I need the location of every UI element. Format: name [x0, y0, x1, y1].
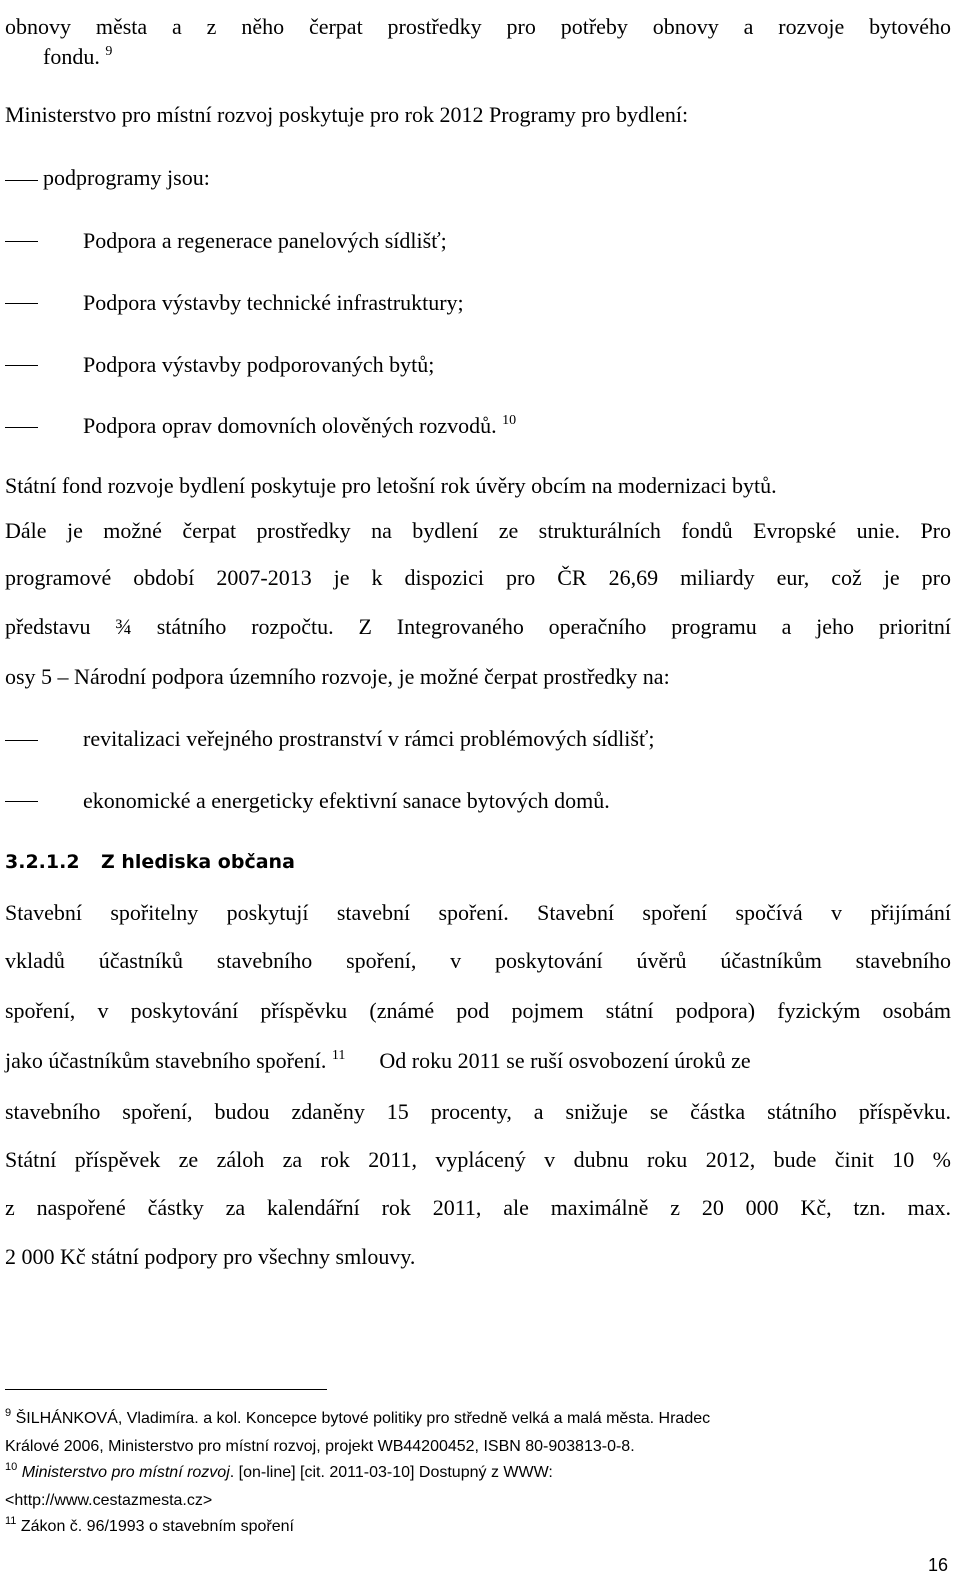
footnote-separator — [5, 1389, 327, 1390]
footnote-ref-9[interactable]: 9 — [105, 44, 113, 59]
dash-bullet-icon — [5, 241, 38, 242]
dash-bullet-icon — [5, 427, 38, 428]
section-number: 3.2.1.2 — [5, 851, 80, 873]
fund-line-5: osy 5 – Národní podpora územního rozvoje, je možné čerpat prostředky na: — [5, 664, 670, 689]
ministry-intro: Ministerstvo pro místní rozvoj poskytuje pro rok 2012 Programy pro bydlení: — [5, 102, 689, 127]
page-number: 16 — [927, 1555, 948, 1575]
footnote-ref-11[interactable]: 11 — [331, 1048, 346, 1063]
intro-line-2: fondu. $^9$ — [43, 44, 113, 69]
fund-line-4: představu ¾ státního rozpočtu. Z Integrovaného operačního programu a jeho prioritní — [5, 614, 951, 639]
footnote-10: $^{10}$ Ministerstvo pro místní rozvoj. [on-line] [cit. 2011-03-10] Dostupný z WWW: — [5, 1461, 553, 1481]
dash-bullet-icon — [5, 365, 38, 366]
ministry-item-2: Podpora výstavby technické infrastruktury; — [83, 290, 464, 315]
fund-line-2: Dále je možné čerpat prostředky na bydlení ze strukturálních fondů Evropské unie. Pro — [5, 518, 951, 543]
dash-bullet-icon — [5, 180, 38, 181]
section-line-3: spoření, v poskytování příspěvku (známé pod pojmem státní podpora) fyzickým osobám — [5, 998, 951, 1023]
ministry-item-1: Podpora a regenerace panelových sídlišť; — [83, 228, 447, 253]
fund-item-1: revitalizaci veřejného prostranství v rámci problémových sídlišť; — [83, 726, 655, 751]
dash-bullet-icon — [5, 303, 38, 304]
footnote-9: $^9$ ŠILHÁNKOVÁ, Vladimíra. a kol. Koncepce bytové politiky pro středně velká a malá města. Hradec — [5, 1407, 711, 1427]
section-line-8: 2 000 Kč státní podpory pro všechny smlouvy. — [5, 1244, 416, 1269]
fund-line-1: Státní fond rozvoje bydlení poskytuje pro letošní rok úvěry obcím na modernizaci bytů. — [5, 473, 777, 498]
section-line-1: Stavební spořitelny poskytují stavební spoření. Stavební spoření spočívá v přijímání — [5, 900, 951, 925]
fund-line-3: programové období 2007-2013 je k dispozici pro ČR 26,69 miliardy eur, což je pro — [5, 565, 951, 590]
ministry-sublead: podprogramy jsou: — [43, 165, 210, 190]
ministry-item-4: Podpora oprav domovních olověných rozvodů. $^{10}$ — [83, 413, 517, 438]
intro-line-1: obnovy města a z něho čerpat prostředky pro potřeby obnovy a rozvoje bytového — [5, 14, 951, 39]
footnote-11: $^{11}$ Zákon č. 96/1993 o stavebním spoření — [5, 1515, 294, 1535]
section-heading — [5, 847, 295, 877]
section-line-6: Státní příspěvek ze záloh za rok 2011, vyplácený v dubnu roku 2012, bude činit 10 % — [5, 1147, 951, 1172]
footnote-ref-10[interactable]: 10 — [502, 413, 517, 428]
section-line-4: jako účastníkům stavebního spoření. $^{11}$ Od roku 2011 se ruší osvobození úroků ze — [5, 1048, 751, 1073]
fund-item-2: ekonomické a energeticky efektivní sanace bytových domů. — [83, 788, 610, 813]
ministry-item-3: Podpora výstavby podporovaných bytů; — [83, 352, 435, 377]
dash-bullet-icon — [5, 801, 38, 802]
section-line-2: vkladů účastníků stavebního spoření, v poskytování úvěrů účastníkům stavebního — [5, 948, 951, 973]
dash-bullet-icon — [5, 740, 38, 741]
section-line-5: stavebního spoření, budou zdaněny 15 procenty, a snižuje se částka státního příspěvku. — [5, 1099, 951, 1124]
section-title: Z hlediska občana — [101, 851, 295, 873]
footnote-9-cont: Králové 2006, Ministerstvo pro místní rozvoj, projekt WB44200452, ISBN 80-903813-0-8. — [5, 1438, 635, 1455]
footnote-10-link[interactable]: <http://www.cestazmesta.cz> — [5, 1492, 213, 1509]
section-line-7: z naspořené částky za kalendářní rok 2011, ale maximálně z 20 000 Kč, tzn. max. — [5, 1195, 951, 1220]
